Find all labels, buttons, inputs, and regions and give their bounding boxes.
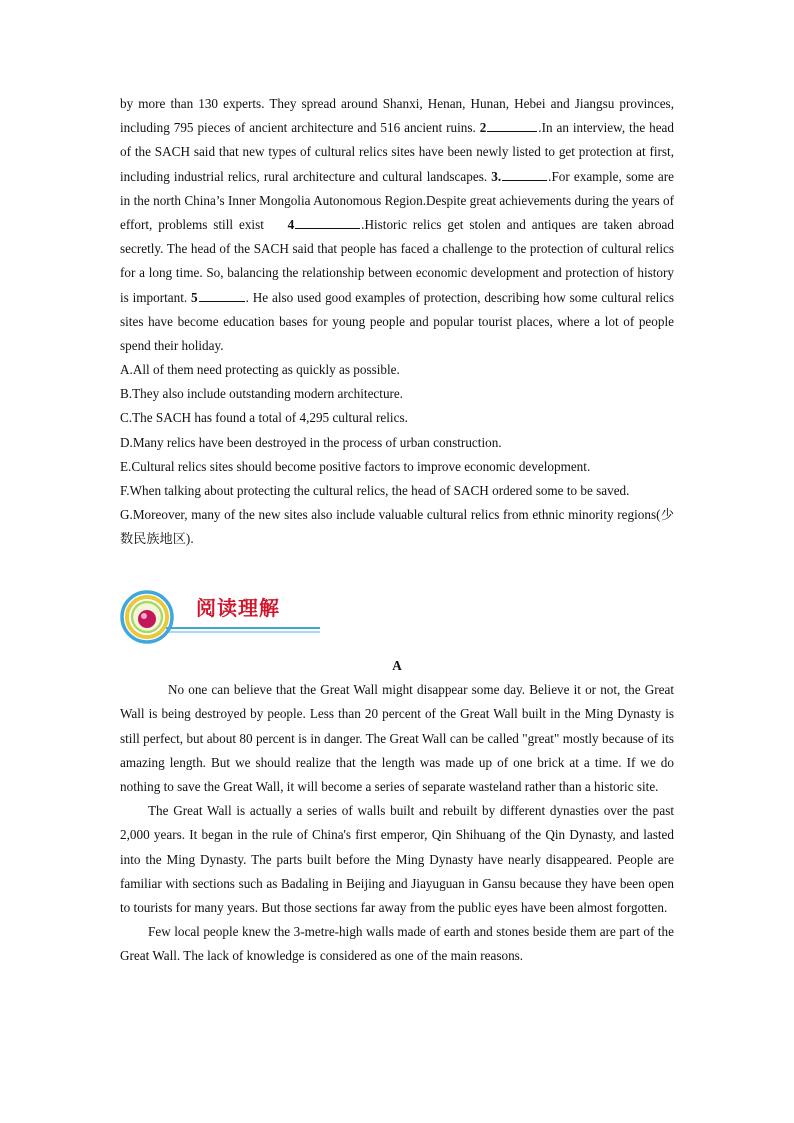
option-list — [120, 358, 674, 552]
passage-paragraph: Few local people knew the 3-metre-high walls made of earth and stones beside them are part of the Great Wall. The lack of knowledge is considered as one of the main reasons. — [120, 924, 674, 964]
option-c: C.The SACH has found a total of 4,295 cultural relics. — [120, 410, 408, 426]
cloze-segment: .For example, some are in the north China’s Inner Mongolia Autonomous Region.Despite great achievements during the years of effort, problems still exist — [120, 168, 674, 233]
passage-paragraph: The Great Wall is actually a series of walls built and rebuilt by different dynasties over the past 2,000 years. It began in the rule of China's first emperor, Qin Shihuang of the Qin Dynasty, and lasted into the Ming Dynasty. The parts built before the Ming Dynasty have nearly disappeared. People are familiar with sections such as Badaling in Beijing and Jiayuguan in Gansu because they have been open to tourists for many years. But those sections far away from the public eyes have been almost forgotten. — [120, 803, 674, 916]
blank-number: 4 — [287, 217, 295, 233]
cloze-segment: by more than 130 experts. They spread around Shanxi, Henan, Hunan, Hebei and Jiangsu provinces, including 795 pieces of ancient architecture and 516 ancient ruins. — [120, 96, 674, 136]
answer-blank[interactable] — [487, 117, 537, 132]
passage-paragraph: No one can believe that the Great Wall might disappear some day. Believe it or not, the Great Wall is being destroyed by people. Less than 20 percent of the Great Wall built in the Ming Dynasty is still perfect, but about 80 percent is in danger. The Great Wall can be called "great" mostly because of its amazing length. But we should realize that the length was made up of one brick at a time. If we do nothing to save the Great Wall, it will become a series of separate wasteland rather than a historic site. — [120, 682, 674, 795]
cloze-segment: .Historic relics get stolen and antiques are taken abroad secretly. The head of the SACH said that people has faced a challenge to the protection of cultural relics for a long time. So, balancing the relationship between economic development and protection of history is important. — [120, 217, 675, 305]
option-g: G.Moreover, many of the new sites also include valuable cultural relics from ethnic minority regions(少数民族地区). — [120, 507, 674, 547]
option-a: A.All of them need protecting as quickly as possible. — [120, 362, 400, 377]
answer-blank[interactable] — [502, 166, 547, 181]
option-b: B.They also include outstanding modern architecture. — [120, 386, 404, 402]
blank-number: 5 — [191, 289, 198, 305]
blank-number: 2 — [479, 120, 487, 136]
answer-blank[interactable] — [295, 214, 360, 229]
option-e: E.Cultural relics sites should become positive factors to improve economic development. — [120, 458, 591, 474]
passage-title: A — [392, 658, 402, 673]
cloze-segment: . He also used good examples of protection, describing how some cultural relics sites have become education bases for young people and popular tourist places, where a lot of people spend their holiday. — [120, 289, 674, 354]
section-title: 阅读理解 — [196, 596, 280, 620]
option-f: F.When talking about protecting the cultural relics, the head of SACH ordered some to be saved. — [120, 483, 630, 499]
reading-passage — [120, 654, 674, 969]
blank-number: 3. — [491, 168, 502, 184]
cloze-passage — [120, 92, 674, 358]
answer-blank[interactable] — [199, 287, 245, 302]
cloze-segment: .In an interview, the head of the SACH said that new types of cultural relics sites have been newly listed to get protection at first, including industrial relics, rural architecture and cultural landscapes. — [120, 120, 674, 184]
option-d: D.Many relics have been destroyed in the process of urban construction. — [120, 434, 502, 450]
